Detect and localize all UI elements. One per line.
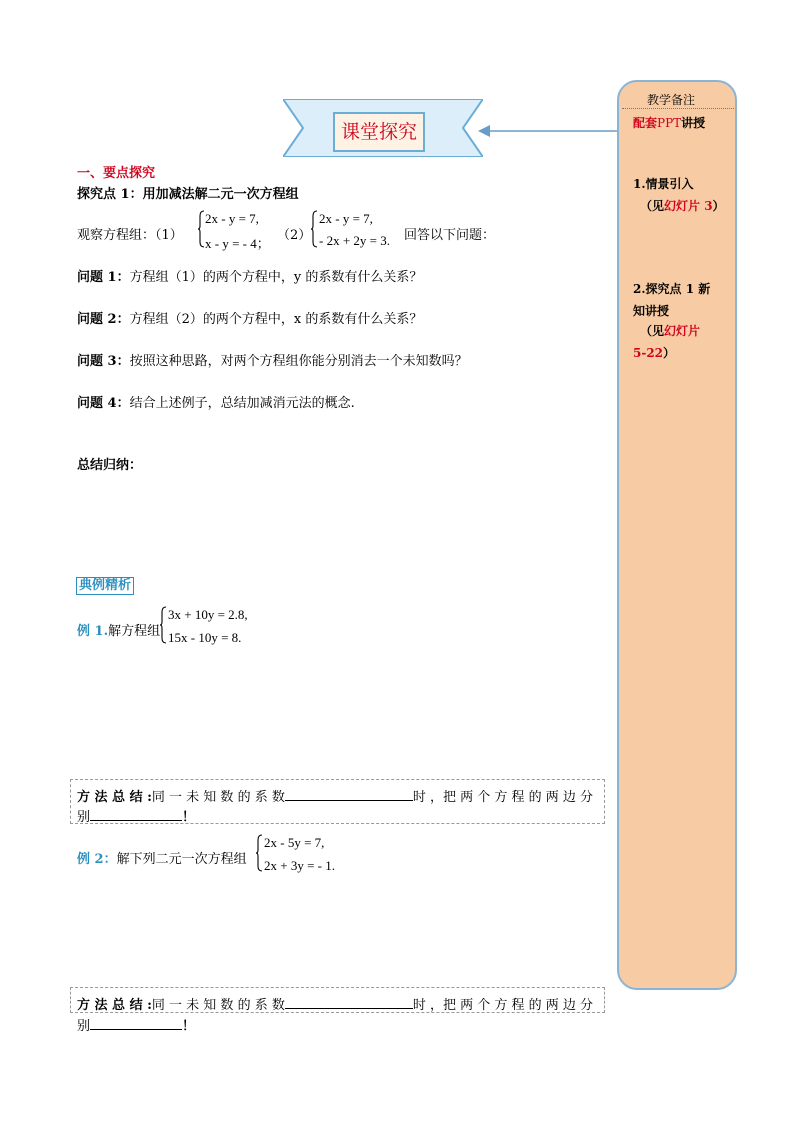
method-summary-2-line2: 别 ！ [77,1015,195,1034]
sidebar-heading: 教学备注 [647,93,696,107]
system1-brace [198,210,204,248]
method-summary-2-line1: 方 法 总 结 :同 一 未 知 数 的 系 数 时 ，把 两 个 方 程 的 两 边 分 [77,994,593,1013]
example-1-eq1: 3x + 10y = 2.8, [168,607,248,622]
summary-label: 总结归纳： [77,458,143,473]
system1-eq2: x - y = - 4； [205,236,270,251]
sidebar-ppt-note: 配套PPT讲授 [633,116,706,130]
observe-mid: （2） [277,228,312,243]
sidebar-item-1-ref: （见幻灯片 3） [640,199,725,213]
method-summary-1-line1: 方 法 总 结 :同 一 未 知 数 的 系 数 时 ，把 两 个 方 程 的 两 边 分 [77,786,593,805]
section-title: 一、要点探究 [77,166,156,181]
example-2-eq1: 2x - 5y = 7, [264,835,325,850]
example-2-brace [256,834,262,872]
question-3: 问题 3：按照这种思路，对两个方程组你能分别消去一个未知数吗？ [77,354,468,369]
sidebar-item-2-ref: （见幻灯片 5-22） [633,324,701,360]
example-1-label: 例 1.解方程组 [77,624,161,639]
sidebar-divider [622,108,734,109]
point-title: 探究点 1：用加减法解二元一次方程组 [77,187,299,202]
examples-tag: 典例精析 [76,577,134,595]
observe-lead: 观察方程组：（1） [77,228,183,243]
sidebar-item-2-title: 2.探究点 1 新 知讲授 [633,282,711,318]
method-summary-1-line2: 别 ！ [77,806,195,825]
observe-tail: 回答以下问题： [404,228,496,243]
arrow-left-icon [478,124,620,138]
example-1-eq2: 15x - 10y = 8. [168,630,242,645]
question-4: 问题 4：结合上述例子，总结加减消元法的概念. [77,396,355,411]
system2-eq2: - 2x + 2y = 3. [319,233,390,248]
banner-title: 课堂探究 [333,112,425,152]
question-2: 问题 2：方程组（2）的两个方程中，x 的系数有什么关系？ [77,312,423,327]
example-2-label: 例 2：解下列二元一次方程组 [77,852,247,867]
question-1: 问题 1：方程组（1）的两个方程中，y 的系数有什么关系？ [77,270,423,285]
example-2-eq2: 2x + 3y = - 1. [264,858,335,873]
system1-eq1: 2x - y = 7, [205,211,259,226]
system2-eq1: 2x - y = 7, [319,211,373,226]
system2-brace [311,210,317,248]
example-1-brace [160,606,166,644]
sidebar-item-1-title: 1.情景引入 [633,177,694,191]
